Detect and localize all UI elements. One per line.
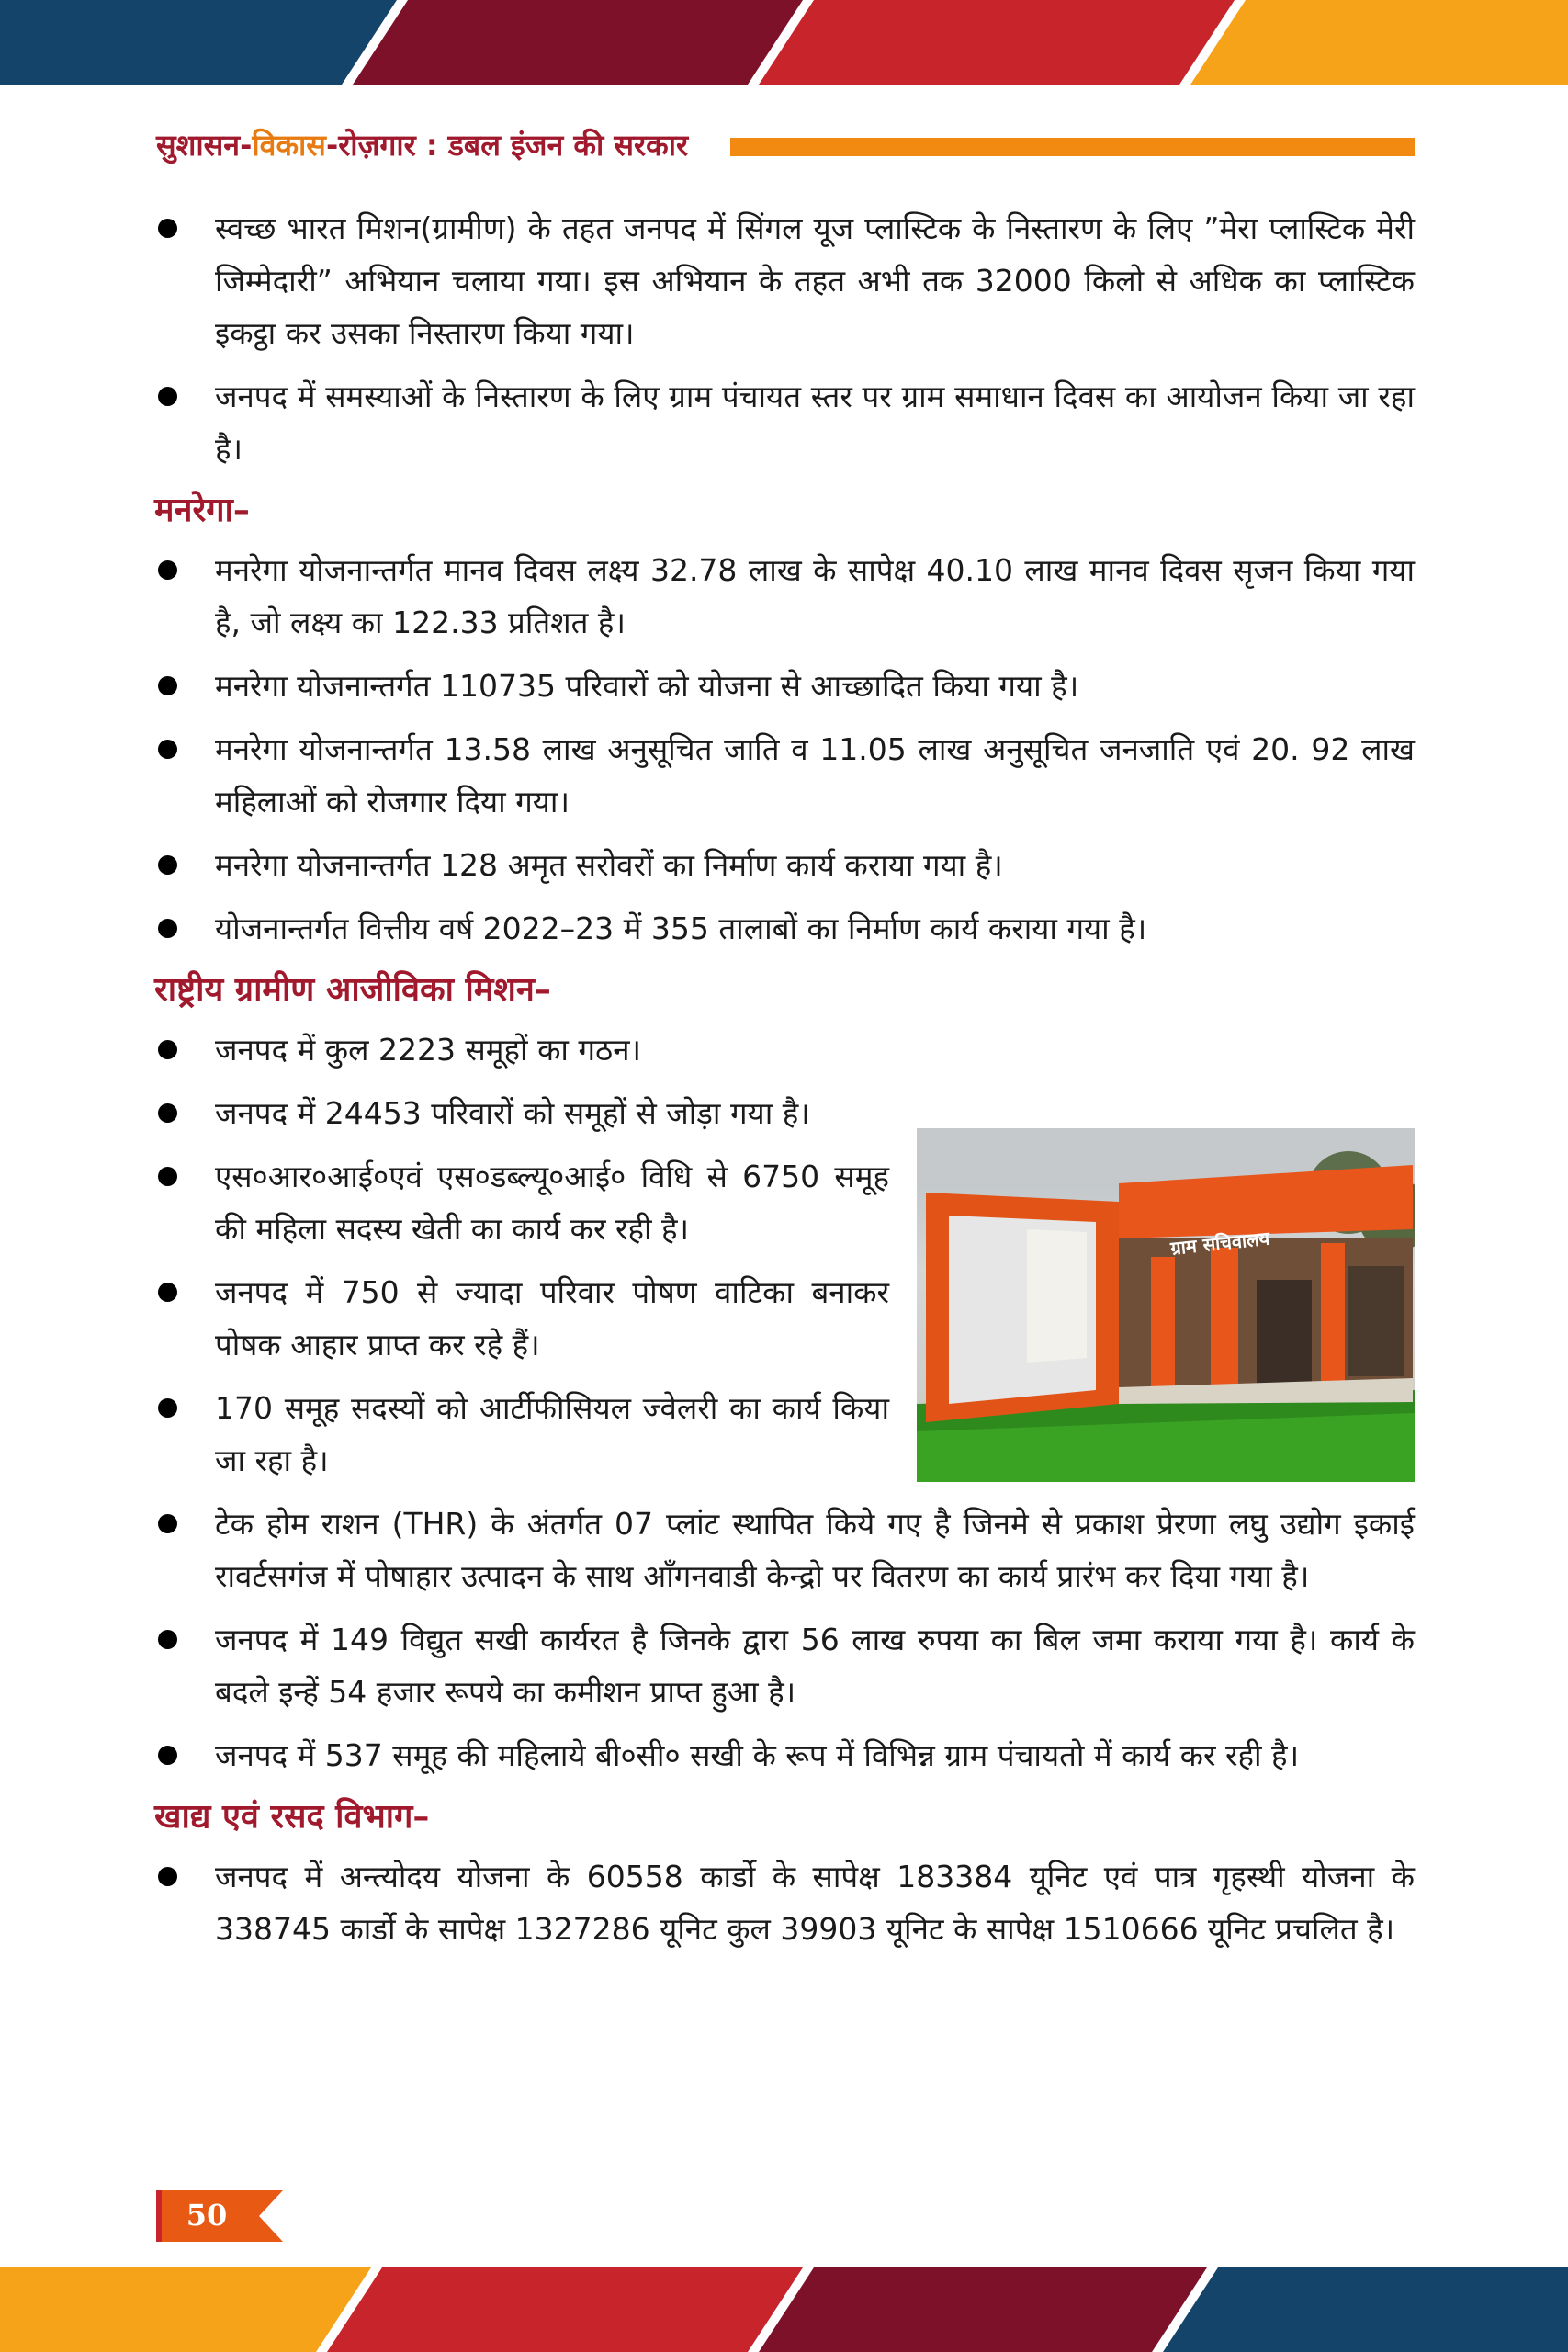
food-list bbox=[154, 1850, 1415, 1955]
nrlm-list-beside-photo bbox=[154, 1087, 889, 1487]
nrlm-list-top bbox=[154, 1023, 1415, 1076]
section-title-nrlm: राष्ट्रीय ग्रामीण आजीविका मिशन– bbox=[154, 970, 551, 1009]
page-content bbox=[154, 202, 1415, 1966]
list-item: जनपद में अन्त्योदय योजना के 60558 कार्डो के सापेक्ष 183384 यूनिट एवं पात्र गृहस्थी योजना के 338745 कार्डो के सापेक्ष 1327286 यूनिट कुल 39903 यूनिट के सापेक्ष 1510666 यूनिट प्रचलित है। bbox=[154, 1850, 1415, 1955]
page-header bbox=[156, 125, 1415, 171]
list-item: एस०आर०आई०एवं एस०डब्ल्यू०आई० विधि से 6750 समूह की महिला सदस्य खेती का कार्य कर रही है। bbox=[154, 1150, 889, 1255]
nrlm-list-bottom bbox=[154, 1498, 1415, 1781]
list-item: जनपद में कुल 2223 समूहों का गठन। bbox=[154, 1023, 1415, 1076]
list-item: जनपद में 149 विद्युत सखी कार्यरत है जिनके द्वारा 56 लाख रुपया का बिल जमा कराया गया है। कार्य के बदले इन्हें 54 हजार रूपये का कमीशन प्राप्त हुआ है। bbox=[154, 1613, 1415, 1718]
header-rule bbox=[730, 138, 1415, 156]
list-item: मनरेगा योजनान्तर्गत 128 अमृत सरोवरों का निर्माण कार्य कराया गया है। bbox=[154, 839, 1415, 891]
header-title-part3: -रोज़गार : डबल इंजन की सरकार bbox=[325, 128, 689, 163]
list-item: मनरेगा योजनान्तर्गत 13.58 लाख अनुसूचित जाति व 11.05 लाख अनुसूचित जनजाति एवं 20. 92 लाख महिलाओं को रोजगार दिया गया। bbox=[154, 723, 1415, 828]
top-decorative-band bbox=[0, 0, 1568, 85]
list-item: टेक होम राशन (THR) के अंतर्गत 07 प्लांट स्थापित किये गए है जिनमे से प्रकाश प्रेरणा लघु उद्योग इकाई रावर्टसगंज में पोषाहार उत्पादन के साथ आँगनवाडी केन्द्रो पर वितरण का कार्य प्रारंभ कर दिया गया है। bbox=[154, 1498, 1415, 1602]
list-item: जनपद में समस्याओं के निस्तारण के लिए ग्राम पंचायत स्तर पर ग्राम समाधान दिवस का आयोजन किया जा रहा है। bbox=[154, 370, 1415, 475]
intro-list bbox=[154, 202, 1415, 475]
list-item: योजनान्तर्गत वित्तीय वर्ष 2022–23 में 355 तालाबों का निर्माण कार्य कराया गया है। bbox=[154, 902, 1415, 955]
section-title-food: खाद्य एवं रसद विभाग– bbox=[154, 1797, 430, 1836]
header-title-part1: सुशासन- bbox=[156, 128, 253, 163]
section-title-mnrega: मनरेगा– bbox=[154, 491, 250, 529]
header-title-part2: विकास bbox=[252, 128, 326, 163]
list-item: मनरेगा योजनान्तर्गत 110735 परिवारों को योजना से आच्छादित किया गया है। bbox=[154, 660, 1415, 712]
page-number: 50 bbox=[186, 2198, 228, 2233]
list-item: जनपद में 537 समूह की महिलाये बी०सी० सखी के रूप में विभिन्न ग्राम पंचायतो में कार्य कर रही है। bbox=[154, 1729, 1415, 1781]
mnrega-list bbox=[154, 544, 1415, 955]
list-item: जनपद में 750 से ज्यादा परिवार पोषण वाटिका बनाकर पोषक आहार प्राप्त कर रहे हैं। bbox=[154, 1266, 889, 1371]
list-item: जनपद में 24453 परिवारों को समूहों से जोड़ा गया है। bbox=[154, 1087, 889, 1139]
page-number-tab bbox=[156, 2190, 283, 2242]
gram-sachivalaya-photo bbox=[917, 1128, 1415, 1482]
header-title bbox=[156, 125, 688, 164]
list-item: स्वच्छ भारत मिशन(ग्रामीण) के तहत जनपद में सिंगल यूज प्लास्टिक के निस्तारण के लिए ”मेरा प्लास्टिक मेरी जिम्मेदारी” अभियान चलाया गया। इस अभियान के तहत अभी तक 32000 किलो से अधिक का प्लास्टिक इकट्ठा कर उसका निस्तारण किया गया। bbox=[154, 202, 1415, 359]
nrlm-photo-row bbox=[154, 1087, 1415, 1498]
list-item: 170 समूह सदस्यों को आर्टीफीसियल ज्वेलरी का कार्य किया जा रहा है। bbox=[154, 1382, 889, 1487]
bottom-decorative-band bbox=[0, 2267, 1568, 2352]
list-item: मनरेगा योजनान्तर्गत मानव दिवस लक्ष्य 32.78 लाख के सापेक्ष 40.10 लाख मानव दिवस सृजन किया गया है, जो लक्ष्य का 122.33 प्रतिशत है। bbox=[154, 544, 1415, 649]
photo-sign-text: ग्राम सचिवालय bbox=[1169, 1227, 1271, 1260]
